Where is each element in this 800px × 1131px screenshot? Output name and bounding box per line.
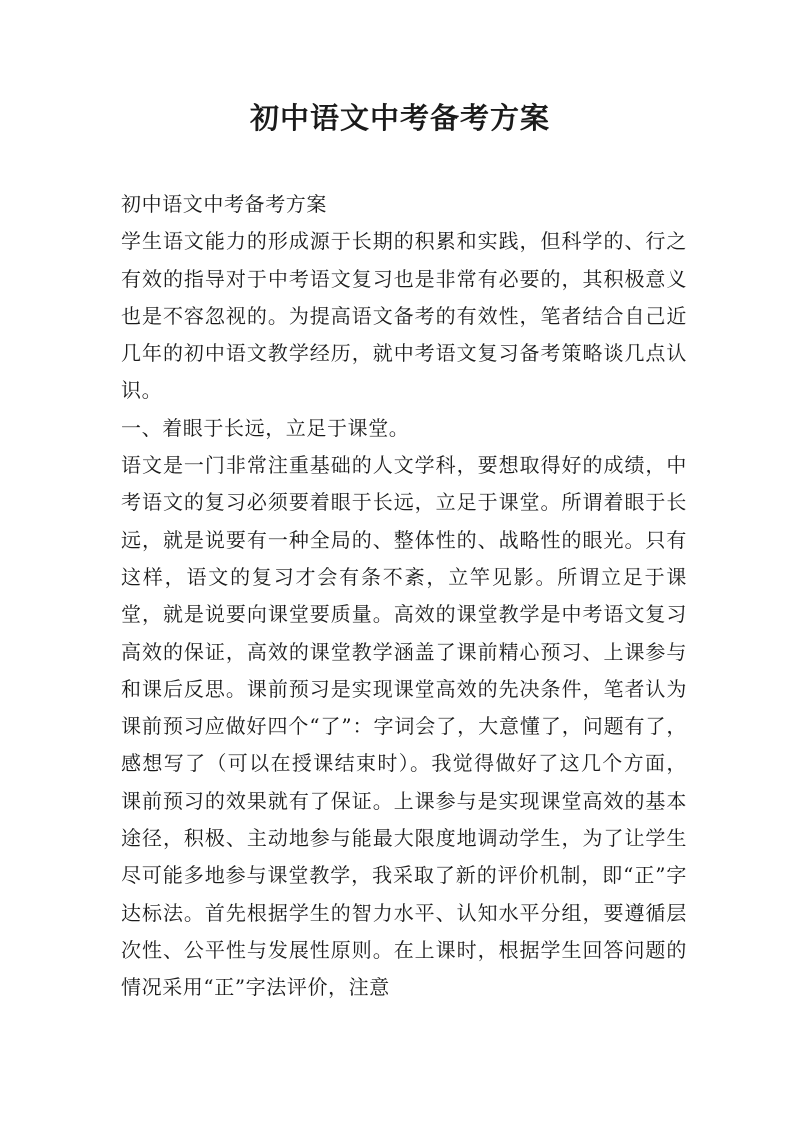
document-body (121, 186, 687, 1007)
paragraph-subtitle: 初中语文中考备考方案 (121, 192, 327, 216)
paragraph-section-1: 语文是一门非常注重基础的人文学科，要想取得好的成绩，中考语文的复习必须要着眼于长远，立足于课堂。所谓着眼于长远，就是说要有一种全局的、整体性的、战略性的眼光。只有这样，语文的复习才会有条不紊，立竿见影。所谓立足于课堂，就是说要向课堂要质量。高效的课堂教学是中考语文复习高效的保证，高效的课堂教学涵盖了课前精心预习、上课参与和课后反思。课前预习是实现课堂高效的先决条件，笔者认为课前预习应做好四个“了”：字词会了，大意懂了，问题有了，感想写了（可以在授课结束时）。我觉得做好了这几个方面，课前预习的效果就有了保证。上课参与是实现课堂高效的基本途径，积极、主动地参与能最大限度地调动学生，为了让学生尽可能多地参与课堂教学，我采取了新的评价机制，即“正”字达标法。首先根据学生的智力水平、认知水平分组，要遵循层次性、公平性与发展性原则。在上课时，根据学生回答问题的情况采用“正”字法评价，注意 (121, 453, 687, 1000)
document-title: 初中语文中考备考方案 (249, 101, 550, 135)
section-heading-1: 一、着眼于长远，立足于课堂。 (121, 415, 410, 440)
paragraph-intro: 学生语文能力的形成源于长期的积累和实践，但科学的、行之有效的指导对于中考语文复习也是非常有必要的，其积极意义也是不容忽视的。为提高语文备考的有效性，笔者结合自己近几年的初中语文教学经历，就中考语文复习备考策略谈几点认识。 (121, 229, 687, 403)
